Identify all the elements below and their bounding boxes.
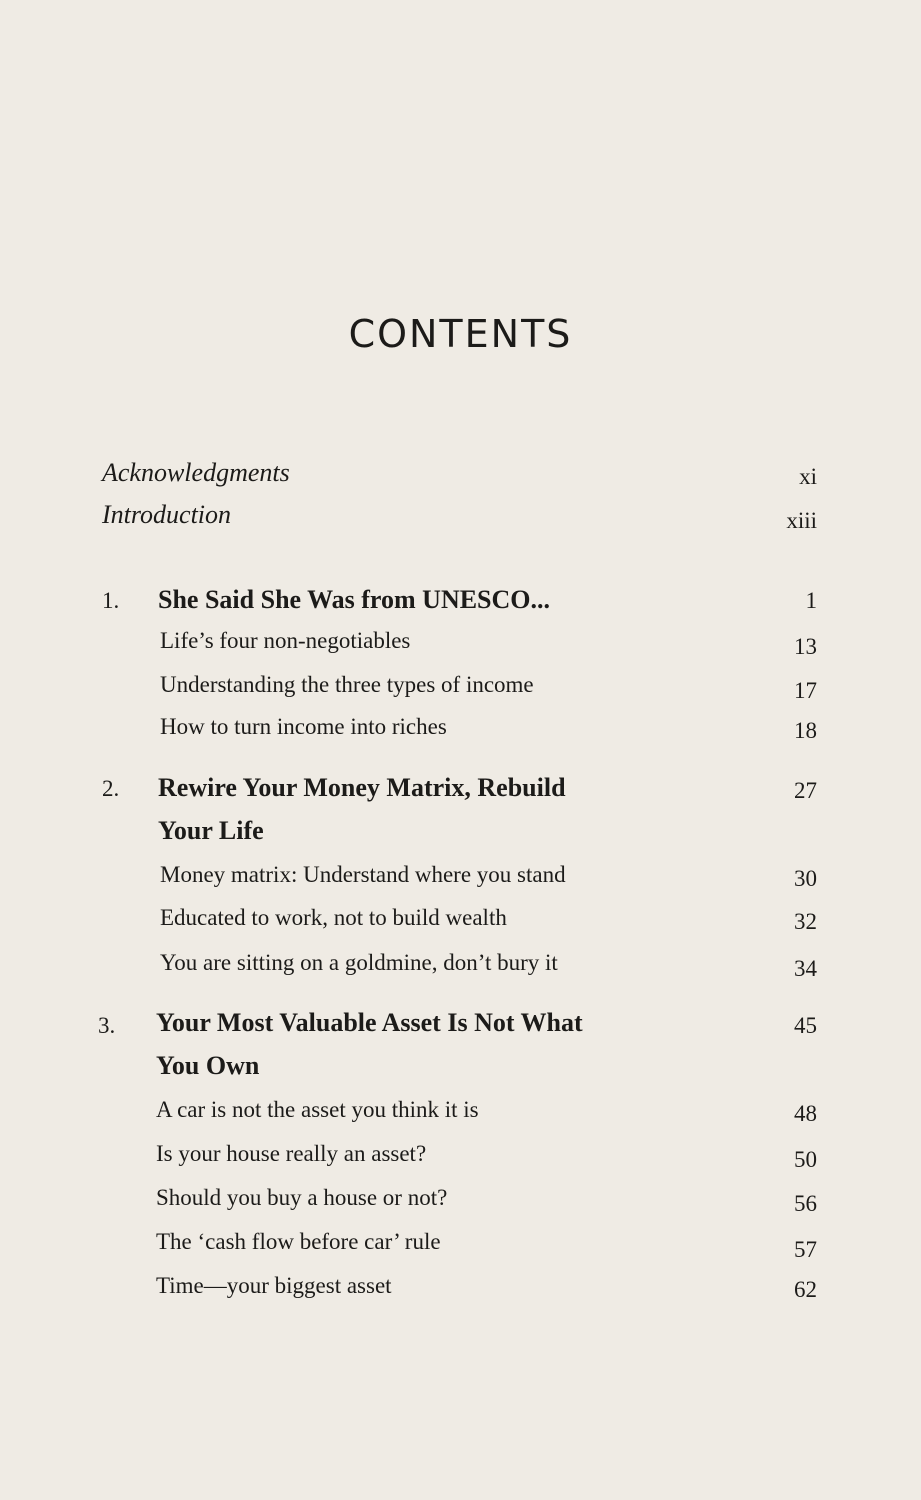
- chapter-title-line: Rewire Your Money Matrix, Rebuild: [158, 773, 566, 802]
- chapter-number: 1.: [102, 588, 120, 613]
- section-label: Understanding the three types of income: [160, 672, 534, 697]
- chapter-title-line: She Said She Was from UNESCO...: [158, 585, 551, 614]
- entry-label: Acknowledgments: [102, 458, 290, 487]
- page-number: 27: [794, 778, 817, 803]
- section-label: Time—your biggest asset: [156, 1273, 392, 1298]
- chapter-number: 2.: [102, 776, 120, 801]
- section-label: Is your house really an asset?: [156, 1141, 427, 1166]
- entry-label: Introduction: [102, 500, 232, 529]
- chapter-title-line: Your Life: [158, 816, 264, 845]
- page-number: 57: [794, 1237, 817, 1262]
- section-label: Educated to work, not to build wealth: [160, 905, 507, 930]
- chapter-title-line: Your Most Valuable Asset Is Not What: [156, 1008, 583, 1037]
- page-number: xi: [799, 464, 817, 489]
- page-number: 32: [794, 909, 817, 934]
- section-label: You are sitting on a goldmine, don’t bury it: [160, 950, 558, 975]
- page-number: 30: [794, 866, 817, 891]
- page-number: 1: [805, 588, 817, 613]
- page-number: 56: [794, 1191, 817, 1216]
- section-label: Should you buy a house or not?: [156, 1185, 448, 1210]
- section-label: Life’s four non-negotiables: [160, 628, 411, 653]
- section-label: A car is not the asset you think it is: [156, 1097, 479, 1122]
- page-number: 50: [794, 1147, 817, 1172]
- page-number: 62: [794, 1277, 817, 1302]
- chapter-title: [158, 766, 698, 852]
- chapter-number: 3.: [98, 1013, 116, 1038]
- section-label: How to turn income into riches: [160, 714, 447, 739]
- section-label: Money matrix: Understand where you stand: [160, 862, 566, 887]
- page-number: 45: [794, 1013, 817, 1038]
- chapter-title-line: You Own: [156, 1051, 260, 1080]
- chapter-title: [158, 578, 698, 621]
- page-number: xiii: [786, 508, 817, 533]
- section-label: The ‘cash flow before car’ rule: [156, 1229, 441, 1254]
- page-number: 18: [794, 718, 817, 743]
- chapter-title: [156, 1001, 696, 1087]
- page-number: 48: [794, 1101, 817, 1126]
- page-title: CONTENTS: [348, 312, 573, 356]
- page-number: 34: [794, 956, 817, 981]
- page-number: 13: [794, 634, 817, 659]
- page-number: 17: [794, 678, 817, 703]
